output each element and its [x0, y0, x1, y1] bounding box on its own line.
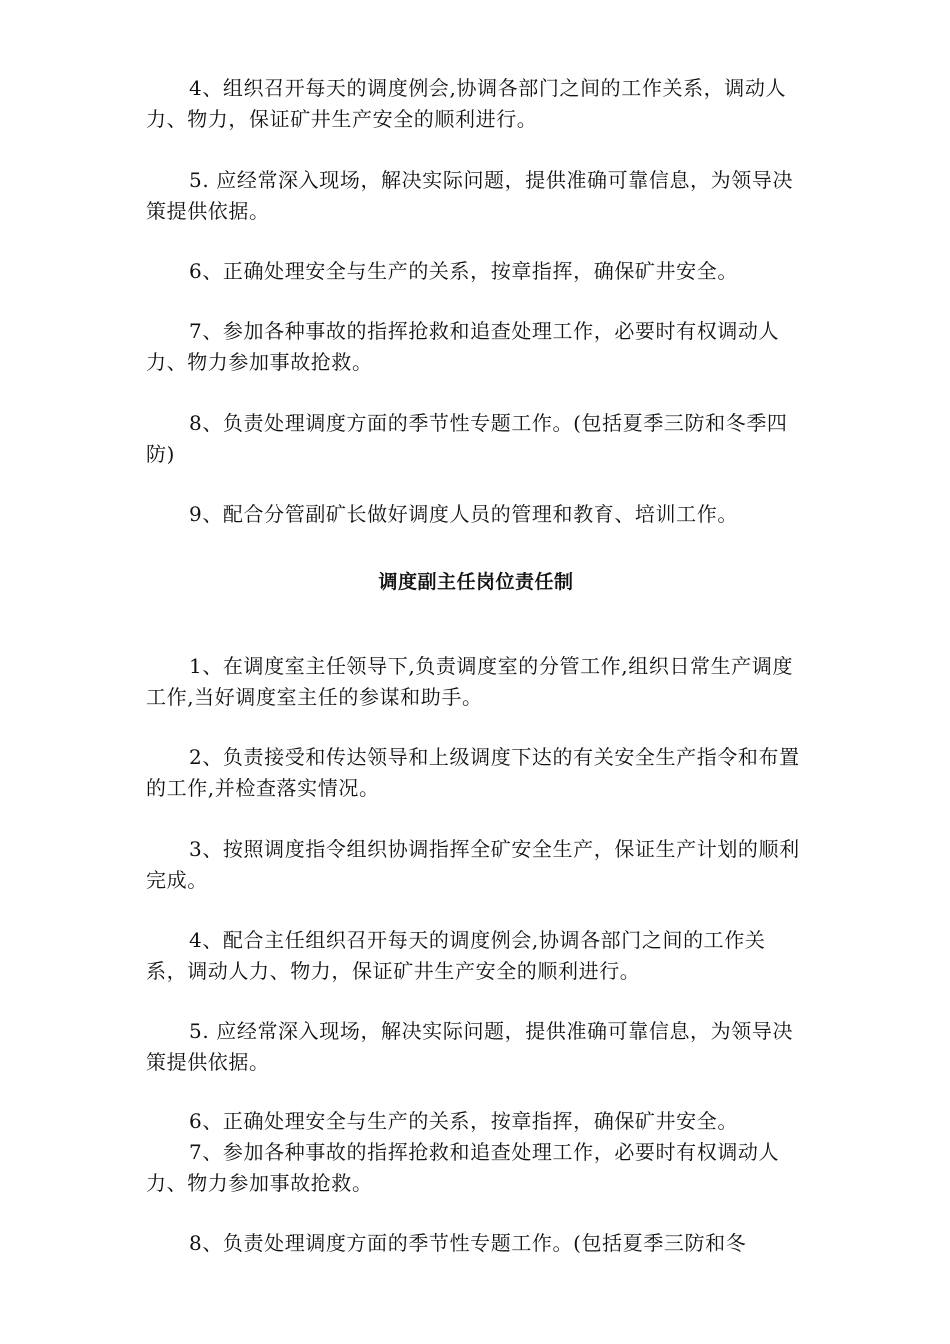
- paragraph-b-2: 2、负责接受和传达领导和上级调度下达的有关安全生产指令和布置的工作,并检查落实情况。: [146, 745, 800, 800]
- paragraph-a-8: 8、负责处理调度方面的季节性专题工作。(包括夏季三防和冬季四防): [146, 411, 788, 466]
- paragraph-b-8: 8、负责处理调度方面的季节性专题工作。(包括夏季三防和冬: [189, 1231, 747, 1255]
- paragraph-b-3: 3、按照调度指令组织协调指挥全矿安全生产，保证生产计划的顺利完成。: [146, 837, 800, 892]
- paragraph-a-6: 6、正确处理安全与生产的关系，按章指挥，确保矿井安全。: [189, 259, 738, 283]
- paragraph-b-1: 1、在调度室主任领导下,负责调度室的分管工作,组织日常生产调度工作,当好调度室主任的参谋和助手。: [146, 654, 794, 709]
- section-title: 调度副主任岗位责任制: [378, 571, 574, 593]
- paragraph-a-7: 7、参加各种事故的指挥抢救和追查处理工作，必要时有权调动人力、物力参加事故抢救。: [146, 319, 780, 374]
- paragraph-b-6: 6、正确处理安全与生产的关系，按章指挥，确保矿井安全。: [189, 1109, 738, 1133]
- paragraph-a-5: 5. 应经常深入现场，解决实际问题，提供准确可靠信息，为领导决策提供依据。: [146, 168, 794, 223]
- paragraph-b-4: 4、配合主任组织召开每天的调度例会,协调各部门之间的工作关系，调动人力、物力，保证矿井生产安全的顺利进行。: [146, 928, 766, 983]
- paragraph-b-5: 5. 应经常深入现场，解决实际问题，提供准确可靠信息，为领导决策提供依据。: [146, 1019, 794, 1074]
- paragraph-a-4: 4、组织召开每天的调度例会,协调各部门之间的工作关系，调动人力、物力，保证矿井生产安全的顺利进行。: [146, 76, 787, 131]
- paragraph-b-7: 7、参加各种事故的指挥抢救和追查处理工作，必要时有权调动人力、物力参加事故抢救。: [146, 1140, 780, 1195]
- paragraph-a-9: 9、配合分管副矿长做好调度人员的管理和教育、培训工作。: [189, 502, 738, 526]
